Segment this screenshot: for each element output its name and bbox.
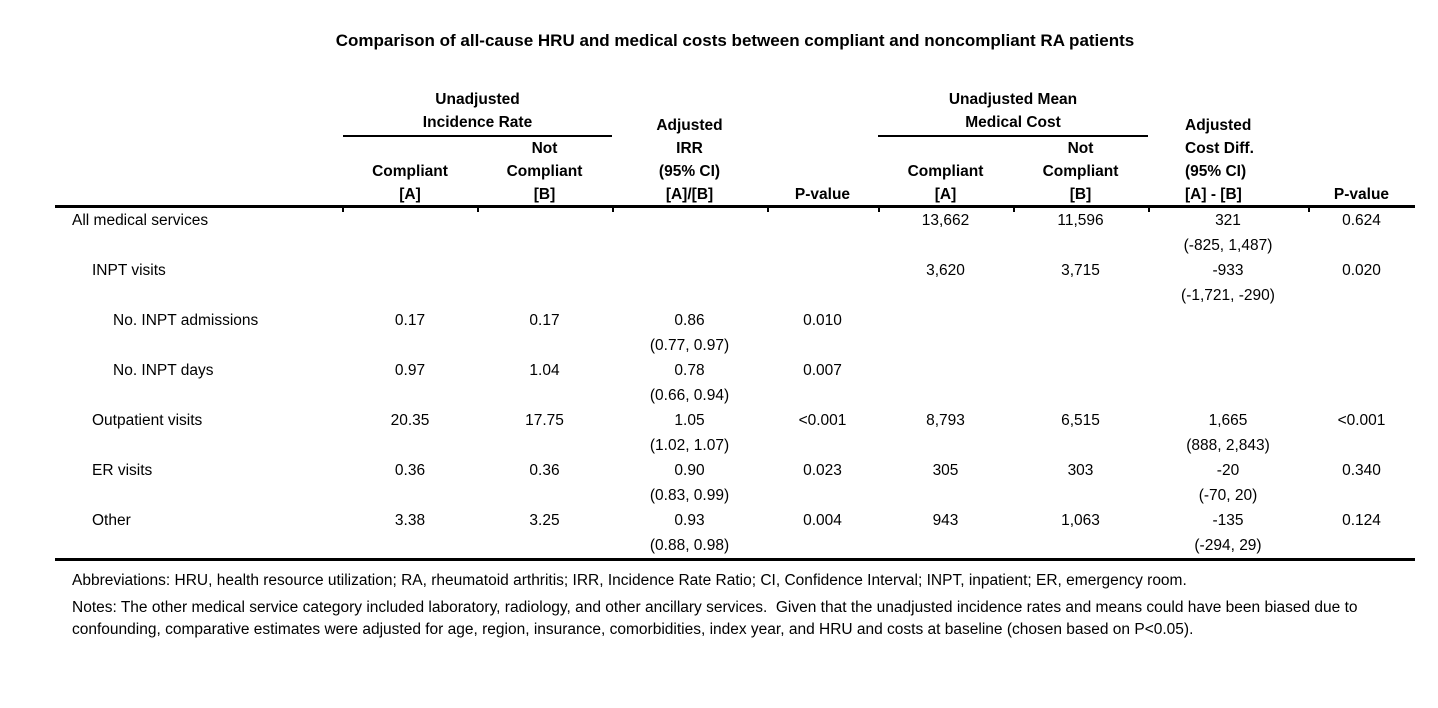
cell-pvalue-cost: 0.020 (1342, 262, 1381, 279)
table-figure-page (0, 32, 1438, 708)
cost-diff-ci: (888, 2,843) (1186, 437, 1270, 454)
cell-adjusted-irr (612, 308, 767, 358)
table-body (55, 208, 1415, 558)
col-header-pvalue-cost (1308, 88, 1415, 206)
header-line: [B] (1069, 186, 1092, 203)
table-row (55, 508, 1415, 558)
header-line: [A] (934, 186, 957, 203)
column-tick (1308, 208, 1310, 212)
cell-cost-not-compliant: 11,596 (1057, 212, 1104, 229)
cell-ir-compliant (343, 258, 477, 308)
cell-ir-compliant: 0.17 (394, 312, 426, 329)
cell-cost-diff (1148, 408, 1308, 458)
header-line: Compliant (907, 163, 984, 180)
header-line: Compliant (1042, 163, 1119, 180)
header-line: [B] (533, 186, 556, 203)
cell-cost-diff (1148, 508, 1308, 558)
irr-ci: (0.88, 0.98) (649, 537, 730, 554)
cell-cost-not-compliant (1013, 358, 1148, 408)
cost-diff-ci: (-1,721, -290) (1181, 287, 1275, 304)
column-tick (767, 208, 769, 212)
irr-value: 0.78 (674, 362, 705, 379)
cell-pvalue-cost (1308, 308, 1415, 358)
column-tick (1013, 208, 1015, 212)
cell-ir-not-compliant: 17.75 (525, 412, 564, 429)
table-row (55, 208, 1415, 258)
column-tick (342, 208, 344, 212)
cell-pvalue-irr: 0.004 (803, 512, 842, 529)
header-line: Cost Diff. (1185, 140, 1254, 157)
header-line: Adjusted (1185, 117, 1252, 134)
cell-cost-diff (1148, 258, 1308, 308)
cell-adjusted-irr (612, 458, 767, 508)
col-header-ir-not-compliant (477, 137, 612, 206)
cell-adjusted-irr (612, 408, 767, 458)
cell-pvalue-irr: 0.010 (803, 312, 842, 329)
table-footnotes (72, 570, 1417, 641)
cost-diff-ci: (-825, 1,487) (1183, 237, 1273, 254)
cell-cost-not-compliant: 6,515 (1061, 412, 1100, 429)
cost-diff-ci: (-294, 29) (1194, 537, 1262, 554)
spanner-line: Unadjusted (435, 91, 520, 108)
cell-cost-diff (1148, 308, 1308, 358)
header-line: Adjusted (656, 117, 723, 134)
cost-diff-value: 1,665 (1208, 412, 1248, 429)
table-row (55, 358, 1415, 408)
irr-ci: (0.83, 0.99) (649, 487, 730, 504)
col-group-unadjusted-mean-medical-cost (878, 88, 1148, 206)
cell-cost-not-compliant: 303 (1067, 462, 1094, 479)
irr-value: 0.86 (674, 312, 705, 329)
cell-ir-compliant: 0.36 (394, 462, 426, 479)
cell-cost-compliant: 3,620 (926, 262, 965, 279)
cell-cost-compliant (878, 308, 1013, 358)
cost-diff-value: -20 (1216, 462, 1240, 479)
cell-pvalue-irr: 0.023 (803, 462, 842, 479)
cell-ir-compliant: 3.38 (394, 512, 426, 529)
row-label: No. INPT admissions (113, 312, 259, 329)
cell-ir-not-compliant: 1.04 (529, 362, 560, 379)
irr-ci: (1.02, 1.07) (649, 437, 730, 454)
header-line: (95% CI) (658, 163, 721, 180)
cell-pvalue-irr (767, 258, 878, 308)
cell-pvalue-cost: <0.001 (1337, 412, 1386, 429)
row-label-column-header (55, 88, 343, 206)
cell-ir-not-compliant (477, 208, 612, 258)
methods-note: Notes: The other medical service category included laboratory, radiology, and other ancillary services. Given that the unadjusted incidence rates and means could have been biased due to confounding, comparative estimates were adjusted for age, region, insurance, comorbidities, index year, and HRU and costs at baseline (chosen based on P<0.05). (72, 599, 1362, 638)
cell-cost-compliant (878, 358, 1013, 408)
cell-pvalue-cost: 0.124 (1342, 512, 1381, 529)
row-label: All medical services (72, 212, 209, 229)
row-label: ER visits (92, 462, 153, 479)
cell-cost-not-compliant (1013, 308, 1148, 358)
header-line: [A] (399, 186, 421, 203)
abbreviations-note: Abbreviations: HRU, health resource utilization; RA, rheumatoid arthritis; IRR, Incidence Rate Ratio; CI, Confidence Interval; INPT, inpatient; ER, emergency room. (72, 572, 1187, 589)
table-bottom-rule (55, 558, 1415, 561)
column-tick (1148, 208, 1150, 212)
header-line: Compliant (372, 163, 448, 180)
table-title: Comparison of all-cause HRU and medical costs between compliant and noncompliant RA patients (335, 31, 1135, 50)
header-line: [A]/[B] (665, 186, 714, 203)
cell-pvalue-cost (1308, 358, 1415, 408)
cost-diff-value: -933 (1212, 262, 1244, 279)
cell-cost-not-compliant: 3,715 (1061, 262, 1100, 279)
cost-diff-value: -135 (1212, 512, 1244, 529)
irr-value: 0.93 (674, 512, 705, 529)
cell-pvalue-irr (767, 208, 878, 258)
col-header-adjusted-cost-diff (1148, 88, 1308, 206)
cell-adjusted-irr (612, 258, 767, 308)
header-line: IRR (676, 140, 703, 157)
table-row (55, 408, 1415, 458)
cell-cost-compliant: 305 (932, 462, 959, 479)
medical-cost-subcolumns (878, 137, 1148, 206)
column-tick (612, 208, 614, 212)
cell-ir-compliant: 20.35 (390, 412, 430, 429)
table-row (55, 308, 1415, 358)
cell-pvalue-cost: 0.624 (1342, 212, 1381, 229)
cell-pvalue-irr: <0.001 (798, 412, 847, 429)
col-header-adjusted-irr (612, 88, 767, 206)
cell-ir-compliant (343, 208, 477, 258)
irr-value: 0.90 (674, 462, 705, 479)
header-rule (55, 205, 1415, 208)
col-header-cost-not-compliant (1013, 137, 1148, 206)
cell-ir-compliant: 0.97 (394, 362, 426, 379)
col-group-unadjusted-incidence-rate (343, 88, 612, 206)
spanner-unadjusted-incidence-rate (343, 88, 612, 137)
cell-ir-not-compliant: 3.25 (529, 512, 560, 529)
cell-adjusted-irr (612, 358, 767, 408)
spanner-line: Incidence Rate (422, 114, 533, 131)
cost-diff-ci: (-70, 20) (1198, 487, 1258, 504)
cell-cost-diff (1148, 208, 1308, 258)
spanner-line: Medical Cost (965, 114, 1061, 131)
row-label: Other (92, 512, 131, 529)
column-tick (878, 208, 880, 212)
cell-pvalue-irr: 0.007 (803, 362, 842, 379)
header-line: [A] - [B] (1185, 186, 1242, 203)
cell-cost-compliant: 943 (932, 512, 959, 529)
column-tick (477, 208, 479, 212)
table-row (55, 258, 1415, 308)
row-label: Outpatient visits (92, 412, 203, 429)
header-line: P-value (1333, 186, 1390, 203)
cell-cost-not-compliant: 1,063 (1061, 512, 1100, 529)
irr-ci: (0.66, 0.94) (649, 387, 730, 404)
cell-adjusted-irr (612, 508, 767, 558)
irr-value: 1.05 (674, 412, 705, 429)
irr-ci: (0.77, 0.97) (649, 337, 730, 354)
cell-pvalue-cost: 0.340 (1342, 462, 1381, 479)
cell-adjusted-irr (612, 208, 767, 258)
header-line: Not (1067, 140, 1094, 157)
col-header-ir-compliant (343, 137, 477, 206)
row-label: No. INPT days (113, 362, 214, 379)
cell-cost-diff (1148, 458, 1308, 508)
header-line: (95% CI) (1185, 163, 1247, 180)
table-header (55, 88, 1415, 205)
header-line: P-value (794, 186, 851, 203)
table-row (55, 458, 1415, 508)
header-line: Compliant (506, 163, 583, 180)
header-line: Not (531, 140, 558, 157)
col-header-cost-compliant (878, 137, 1013, 206)
cell-cost-compliant: 8,793 (926, 412, 965, 429)
cell-ir-not-compliant: 0.36 (529, 462, 560, 479)
spanner-line: Unadjusted Mean (948, 91, 1078, 108)
cost-diff-value: 321 (1215, 212, 1241, 229)
cell-ir-not-compliant: 0.17 (529, 312, 560, 329)
incidence-rate-subcolumns (343, 137, 612, 206)
spanner-unadjusted-mean-medical-cost (878, 88, 1148, 137)
cell-cost-compliant: 13,662 (921, 212, 970, 229)
cell-cost-diff (1148, 358, 1308, 408)
col-header-pvalue-irr (767, 88, 878, 206)
cell-ir-not-compliant (477, 258, 612, 308)
row-label: INPT visits (92, 262, 166, 279)
hru-cost-table (55, 88, 1415, 641)
